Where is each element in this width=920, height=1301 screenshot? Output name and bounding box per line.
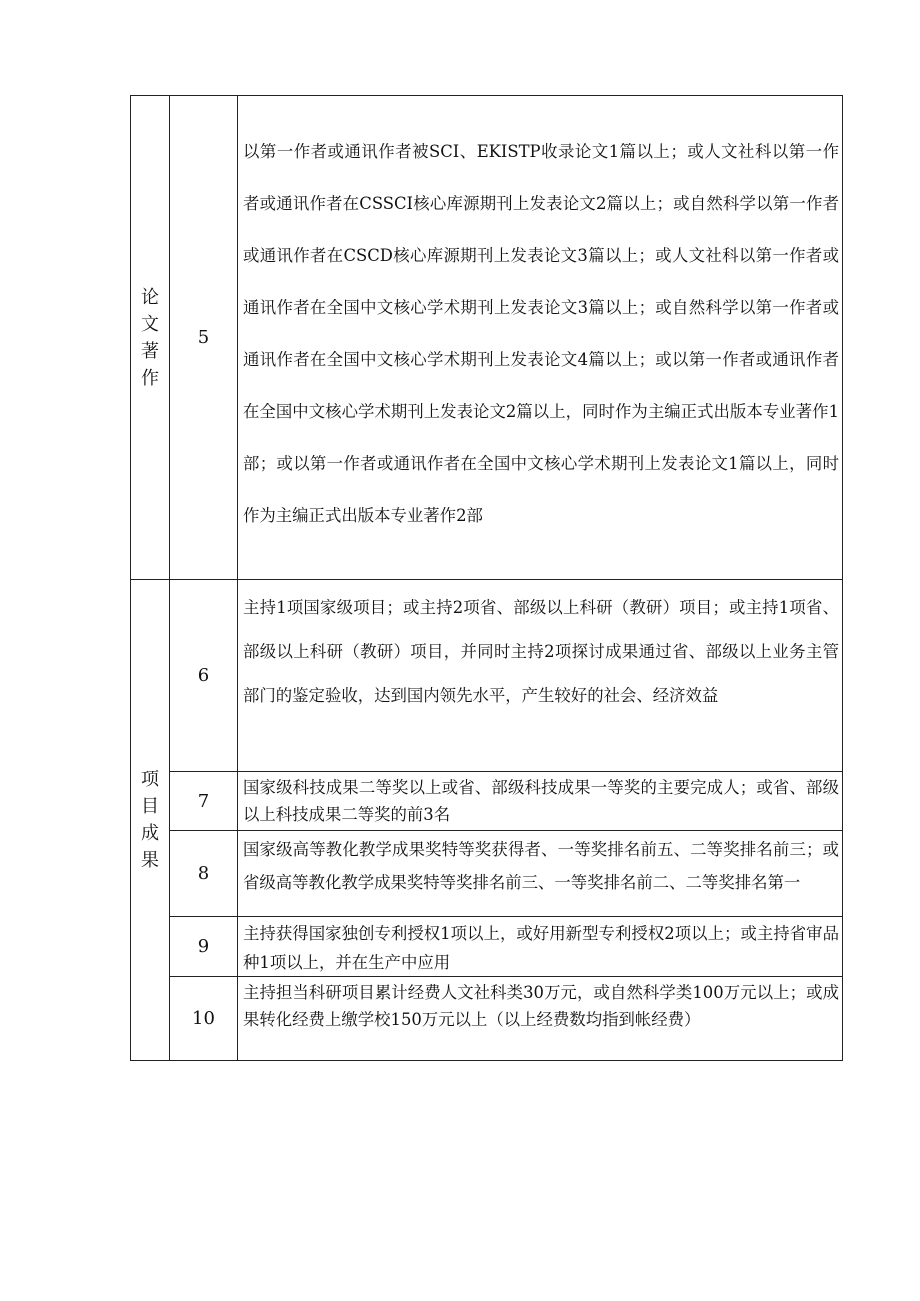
requirements-table bbox=[130, 95, 843, 1061]
category-cell-papers bbox=[130, 95, 170, 580]
row-number: 5 bbox=[197, 327, 210, 348]
requirement-text: 主持1项国家级项目；或主持2项省、部级以上科研（教研）项目；或主持1项省、部级以上科研（教研）项目，并同时主持2项探讨成果通过省、部级以上业务主管部门的鉴定验收，达到国内领先水平，产生较好的社会、经济效益 bbox=[243, 598, 839, 705]
row-number: 9 bbox=[197, 936, 210, 957]
requirement-text: 主持获得国家独创专利授权1项以上，或好用新型专利授权2项以上；或主持省审品种1项以上，并在生产中应用 bbox=[243, 924, 839, 972]
requirement-text-cell bbox=[237, 976, 843, 1061]
requirement-text-cell bbox=[237, 916, 843, 977]
requirement-text: 主持担当科研项目累计经费人文社科类30万元，或自然科学类100万元以上；或成果转化经费上缴学校150万元以上（以上经费数均指到帐经费） bbox=[243, 983, 839, 1029]
row-number-cell bbox=[169, 579, 238, 772]
row-number: 10 bbox=[192, 1008, 215, 1029]
category-label: 论文著作 bbox=[141, 286, 159, 389]
requirement-text: 以第一作者或通讯作者被SCI、EKISTP收录论文1篇以上；或人文社科以第一作者或通讯作者在CSSCI核心库源期刊上发表论文2篇以上；或自然科学以第一作者或通讯作者在CSCD核心库源期刊上发表论文3篇以上；或人文社科以第一作者或通讯作者在全国中文核心学术期刊上发表论文3篇以上；或自然科学以第一作者或通讯作者在全国中文核心学术期刊上发表论文4篇以上；或以第一作者或通讯作者在全国中文核心学术期刊上发表论文2篇以上，同时作为主编正式出版本专业著作1部；或以第一作者或通讯作者在全国中文核心学术期刊上发表论文1篇以上，同时作为主编正式出版本专业著作2部 bbox=[243, 142, 839, 525]
requirement-text: 国家级高等教化教学成果奖特等奖获得者、一等奖排名前五、二等奖排名前三；或省级高等教化教学成果奖特等奖排名前三、一等奖排名前二、二等奖排名第一 bbox=[243, 840, 839, 892]
requirement-text-cell bbox=[237, 830, 843, 917]
category-cell-projects bbox=[130, 579, 170, 1061]
requirement-text: 国家级科技成果二等奖以上或省、部级科技成果一等奖的主要完成人；或省、部级以上科技成果二等奖的前3名 bbox=[243, 778, 839, 824]
requirement-text-cell bbox=[237, 771, 843, 831]
row-number-cell bbox=[169, 976, 238, 1061]
row-number: 6 bbox=[197, 665, 210, 686]
row-number: 8 bbox=[197, 863, 210, 884]
row-number-cell bbox=[169, 916, 238, 977]
category-label: 项目成果 bbox=[141, 769, 159, 871]
requirement-text-cell bbox=[237, 95, 843, 580]
row-number-cell bbox=[169, 771, 238, 831]
requirement-text-cell bbox=[237, 579, 843, 772]
row-number-cell bbox=[169, 830, 238, 917]
row-number-cell bbox=[169, 95, 238, 580]
row-number: 7 bbox=[197, 790, 210, 812]
